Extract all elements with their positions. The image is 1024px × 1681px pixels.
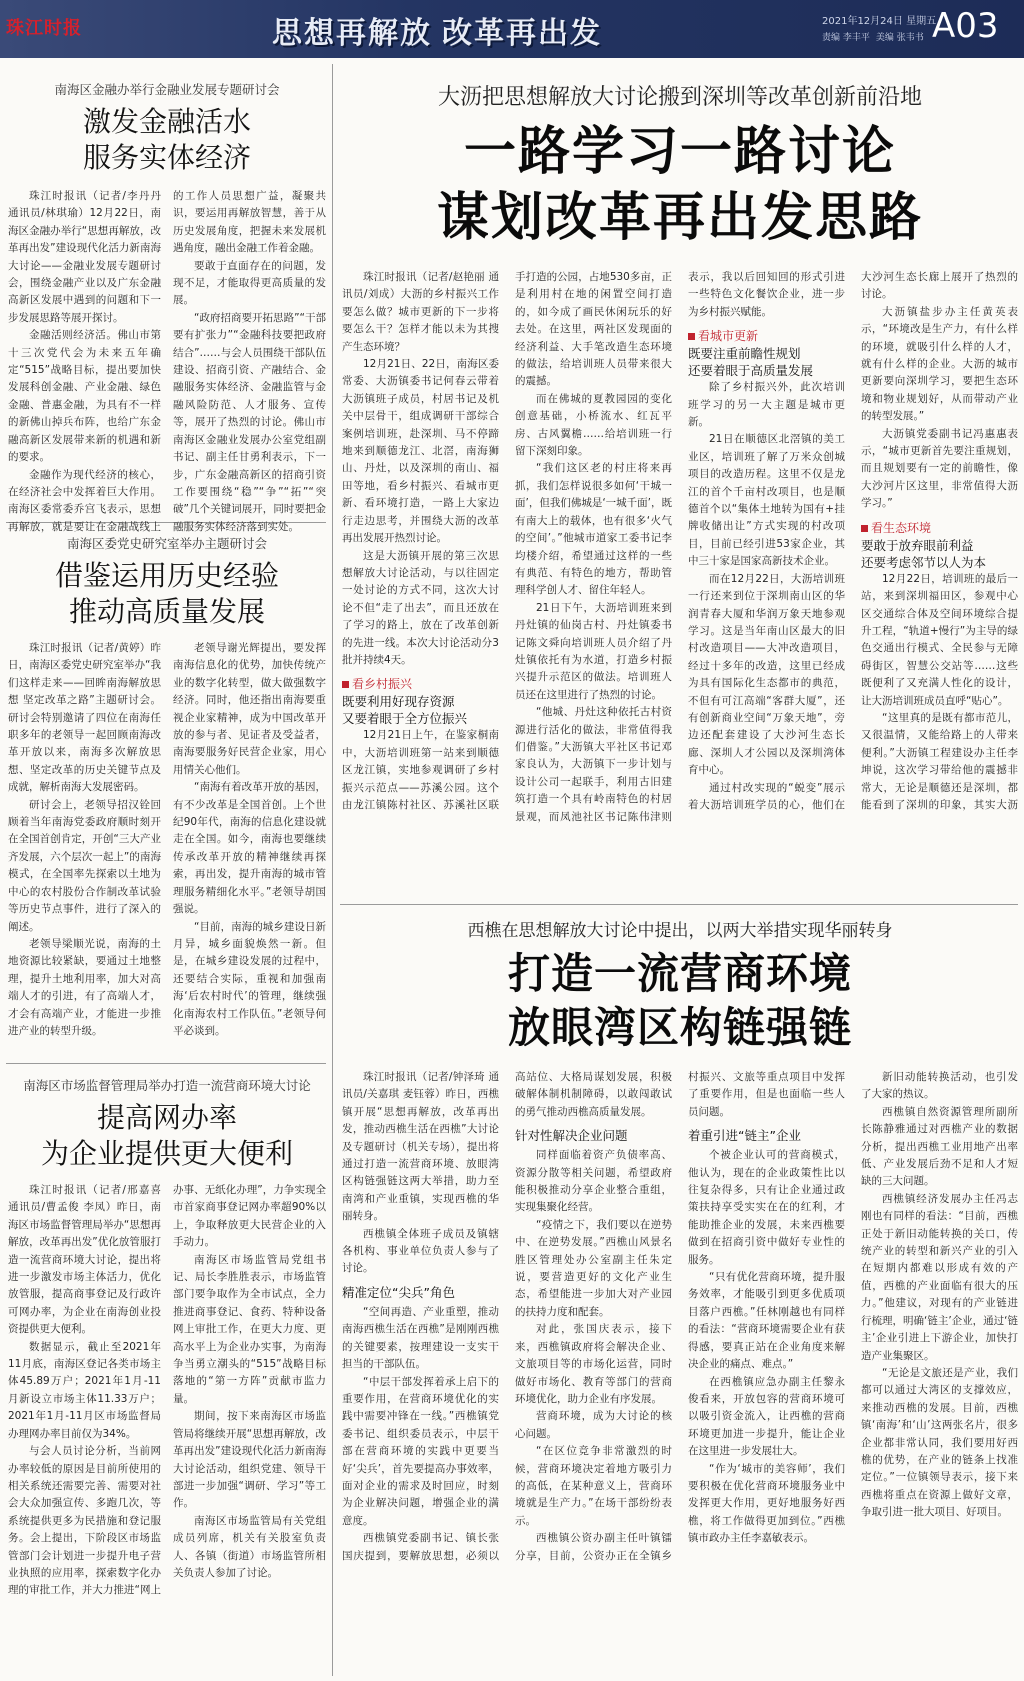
paragraph: 西樵镇经济发展办主任冯志刚也有同样的看法：“目前，西樵正处于新旧动能转换的关口，传统产业的转型和新兴产业的引入在短期内都难以形成有效的产值，西樵的产业面临有很大的压力。”他建议，对现有的产业链进行梳理，明确‘链主’企业，通过‘链主’企业引进上下游企业，加快打造产业集聚区。 (861, 1192, 1018, 1362)
article-kicker: 大沥把思想解放大讨论搬到深圳等改革创新前沿地 (437, 85, 922, 110)
paragraph: 金融活则经济活。佛山市第十三次党代会为未来五年确定“515”战略目标，提出要加快发展科创金融、产业金融、绿色金融、普惠金融，为具有不一样的新佛山掉兵布阵，也给广东金融高新区发展带来新的机遇和新的要求。 (8, 329, 161, 464)
article-headline-line2: 为企业提供更大便利 (40, 1137, 293, 1170)
paragraph: 南海区市场监管局党组书记、局长李胜胜表示，市场监管部门要争取作为全市试点，全力推进商事登记、食药、特种设备网上审批工作，在更大力度、更高水平上为企业办实事，为南海争当勇立潮头的“515”战略目标落地的“第一方阵”贡献市监力量。 (173, 1253, 326, 1405)
article-headline-line1: 激发金融活水 (82, 105, 251, 138)
newspaper-logo: 珠江时报 (6, 18, 82, 39)
article-kicker: 南海区市场监督管理局举办打造一流营商环境大讨论 (23, 1078, 311, 1093)
column-rule (332, 64, 333, 1676)
editor-credit: 责编 李丰平 (822, 33, 870, 43)
paragraph: 西樵镇党委副书记、镇长张国庆提到，要解放思想，必须以高站位、大格局谋划发展，积极破解体制机制障碍，以敢闯敢试的勇气推动西樵高质量发展。 (342, 1071, 672, 1562)
paragraph: “中层干部发挥着承上启下的重要作用，在营商环境优化的实践中需要冲锋在一线。”西樵镇党委书记、组织委员表示，中层干部在营商环境的实践中更要当好‘尖兵’，首先要提高办事效率，面对企业的需求及时回应，时刻为企业解决问题，增强企业的满意度。 (342, 1375, 499, 1527)
section-title: 又要着眼于全方位振兴 (342, 711, 468, 727)
paragraph: “只有优化营商环境，提升服务效率，才能吸引到更多优质项目落户西樵。”任林刚越也有同样的看法：“营商环境需要企业有获得感，要真正站在企业角度来解决企业的痛点、难点。” (688, 1271, 845, 1371)
paragraph: 珠江时报讯（记者/李丹丹 通讯员/林琪瑜）12月22日，南海区金融办举行“思想再解放，改革再出发”建设现代化活力新南海大讨论——金融业发展专题研讨会，围绕金融产业以及广东金融高新区发展中遇到的问题和下一步发展思路等展开探讨。 (8, 190, 161, 324)
article-body (342, 269, 1018, 827)
article-xiqiao (342, 916, 1018, 1681)
paragraph: 除了乡村振兴外，此次培训班学习的另一大主题是城市更新。 (688, 381, 845, 429)
paragraph: “南海有着改革开放的基因，有不少改革是全国首创。上个世纪90年代，南海的信息化建设就走在全国。如今，南海也要继续传承改革开放的精神继续再探索，再出发，提升南海的城市管理服务精细化水平。”老领导胡国强说。 (173, 781, 326, 916)
article-kicker: 西樵在思想解放大讨论中提出，以两大举措实现华丽转身 (467, 921, 893, 941)
article-finance (8, 80, 326, 538)
article-headline-line1: 提高网办率 (96, 1101, 237, 1134)
paragraph: 对此，张国庆表示，接下来，西樵镇政府将会解决企业、文旅项目等的市场化运营，同时做好市场化、教育等部门的营商环境优化，助力企业有序发展。 (515, 1323, 672, 1405)
paragraph: 珠江时报讯（记者/钟泽琦 通讯员/关嘉琪 麦钰蓉）昨日，西樵镇开展“思想再解放，改革再出发，推动西樵生活在西樵”大讨论及专题研讨（机关专场），提出将通过打造一流营商环境、放眼湾区构链强链这两大举措，助力至南湾和产业重镇，实现西樵的华丽转身。 (342, 1071, 499, 1223)
paragraph: 这是大沥镇开展的第三次思想解放大讨论活动，与以往固定一处讨论的方式不同，这次大讨论不但“走了出去”，而且还放在了学习的路上，放在了改革创新的先进一线。本次大讨论活动分3批并持续4天。 (342, 549, 499, 666)
section-title: 既要利用好现存资源 (342, 694, 455, 710)
article-headline-line1: 借鉴运用历史经验 (54, 559, 279, 592)
paragraph: 珠江时报讯（记者/黄婷）昨日，南海区委党史研究室举办“我们这样走来——回眸南海解放思想 坚定改革之路”主题研讨会。研讨会特别邀请了四位在南海任职多年的老领导一起回顾南海改革开放以来，南海多次解放思想、坚定改革的历史关键节点及成就，解析南海大发展密码。 (8, 642, 161, 794)
paragraph: “空间再造、产业重塑，推动南海西樵生活在西樵”是刚刚西樵的关键要素，按理建设一支实干担当的干部队伍。 (342, 1305, 499, 1371)
article-headline-line2: 放眼湾区构链强链 (507, 1003, 852, 1052)
section-rule (6, 1063, 326, 1064)
paragraph: “目前，南海的城乡建设日新月异，城乡面貌焕然一新。但是，在城乡建设发展的过程中，还要结合实际，重视和加强南海‘后农村时代’的管理，继续强化南海农村工作队伍。”老领导何平必谈到。 (173, 920, 326, 1037)
paragraph: 期间，按下来南海区市场监管局将继续开展“思想再解放，改革再出发”建设现代化活力新南海大讨论活动，组织党建、领导干部进一步加强“调研、学习”等工作。 (173, 1410, 326, 1510)
section-rule (340, 904, 1018, 905)
paragraph: “在区位竞争非常激烈的时候，营商环境决定着地方吸引力的高低，在某种意义上，营商环境就是生产力。”在场干部纷纷表示。 (515, 1445, 672, 1527)
paragraph: 数据显示，截止至2021年11月底，南海区登记各类市场主体45.89万户；2021年1月-11月新设立市场主体11.33万户；2021年1月-11月区市场监督局办理网办率目前仅为34%。 (8, 1340, 161, 1440)
section-tag: 看生态环境 (861, 519, 1018, 537)
paragraph: 老领导谢光辉提出，要发挥南海信息化的优势，加快传统产业的数字化转型，做大做强数字经济。同时，他还指出南海要重视企业家精神，成为中国改革开放的参与者、见证者及受益者，南海要服务好民营企业家，用心用情关心他们。 (173, 642, 326, 776)
paragraph: 与会人员讨论分析，当前网办率较低的原因是目前所使用的相关系统还需要完善、需要对社会大众加强宣传、多跑几次，等系统提供更多为民措施和登记服务。会上提出，下阶段区市场监管部门会计划进一步提升电子营业执照的应用率，探索数字化办理的审批工作，并大力推进“网上办事、无纸化办理”，力争实现全市首家商事登记网办率超90%以上，争取释放更大民营企业的入手动力。 (8, 1184, 326, 1597)
article-kicker: 南海区委党史研究室举办主题研讨会 (66, 536, 267, 551)
paragraph: 大沥镇党委副书记冯惠惠表示，“城市更新首先要注重规划，而且规划要有一定的前瞻性，像大沙河片区这里，非常值得大沥学习。” (861, 427, 1018, 510)
section-tag: 看乡村振兴 (342, 675, 499, 693)
section-title: 着重引进“链主”企业 (688, 1128, 801, 1144)
paragraph: 营商环境，成为大讨论的核心问题。 (515, 1410, 672, 1440)
editor-credits (822, 30, 930, 43)
article-market-regulation (8, 1076, 326, 1656)
section-title: 还要着眼于高质量发展 (688, 363, 814, 379)
paragraph: 12月22日，培训班的最后一站，来到深圳福田区，参观中心区交通综合体及空间环境综合提升工程，“轨道+慢行”为主导的绿色交通出行模式、全民参与无障碍街区，智慧公交站等……这些既便利了又充满人性化的设计，让大沥培训班成员直呼“贴心”。 (861, 572, 1018, 707)
paragraph: 南海区市场监管局有关党组成员列席，机关有关股室负责人、各镇（街道）市场监管所相关负责人参加了讨论。 (173, 1514, 326, 1579)
paragraph: “这里真的是既有都市范儿，又很温情，又能给路上的人带来便利。”大沥镇工程建设办主任李坤说，这次学习带给他的震撼非常大，无论是顺德还是深圳，都能看到了深圳的印象，其实大沥 (861, 711, 1018, 811)
article-party-history (8, 534, 326, 1062)
section-title: 既要注重前瞻性规划 (688, 346, 801, 362)
paragraph: “作为‘城市的美容师’，我们要积极在优化营商环境服务业中发挥更大作用，更好地服务好西樵，将工作做得更加到位。”西樵镇市政办主任李嘉敏表示。 (688, 1462, 845, 1545)
paragraph: 珠江时报讯（记者/邢嘉喜 通讯员/曹孟俊 李凤）昨日，南海区市场监督管理局举办“思想再解放，改革再出发”优化放管服打造一流营商环境大讨论，提出将进一步激发市场主体活力，优化放管服，提高商事登记及行政许可网办率，为企业在南海创业投资提供更大便利。 (8, 1184, 161, 1336)
paragraph: “无论是文旅还是产业，我们都可以通过大湾区的支撑效应，来推动西樵的发展。目前，西樵镇‘南海’和‘山’这两张名片，很多企业都非常认同，我们要用好西樵的优势，在产业的链条上找准定位。”一位镇领导表示，接下来西樵将重点在资源上做好文章，争取引进一批大项目、好项目。 (861, 1366, 1018, 1519)
page-slogan (272, 8, 612, 52)
article-headline-line1: 打造一流营商环境 (507, 949, 852, 998)
paragraph: 金融作为现代经济的核心，在经济社会中发挥着巨大作用。南海区委常委乔宫飞表示，思想再解放，就是要让在金融战线上的工作人员思想广益，凝聚共识，要运用再解放智慧，善于从历史发展角度，把握未来发展机遇角度，融出金融工作着金融。 (8, 190, 326, 533)
paragraph: 珠江时报讯（记者/赵艳丽 通讯员/刘成）大沥的乡村振兴工作要怎么做？城市更新的下一步将要怎么干？怎样才能以未为其搜产生态环境？ (342, 271, 499, 353)
paragraph: 而在佛城的夏教园园的变化创意基础，小桥流水、红瓦平房、古风翼檐……给培训班一行留下深刻印象。 (515, 392, 672, 458)
masthead-banner (0, 0, 1024, 58)
paragraph: 个被企业认可的营商模式，他认为，现在的企业政策性比以往复杂得多，只有让企业通过政策扶持享受实实在在的红利，才能助推企业的发展，未来西樵要做到在招商引资中做好专业性的服务。 (688, 1149, 845, 1266)
paragraph: 在西樵镇应急办副主任黎永俊看来，开放包容的营商环境可以吸引资金流入，让西樵的营商环境更加进一步提升，能让企业在这里进一步发展壮大。 (688, 1375, 845, 1458)
slogan-part-2: 改革再出发 (442, 16, 602, 51)
paragraph: 西樵镇全体班子成员及镇辖各机构、事业单位负责人参与了讨论。 (342, 1227, 499, 1275)
paragraph: 12月21日上午，在鉴家桐南中，大沥培训班第一站来到顺德区龙江镇，实地参观调研了乡村振兴示范点——苏溪公园。这个由龙江镇陈村社区、苏溪社区联手打造的公园，占地530多亩，正是利用村在地的闲置空间打造的，如今成了画民休闲玩乐的好去处。在这里，两社区发现面的经济利益、大手笔改造生态环境的做法，给培训班人员带来很大的震撼。 (342, 271, 672, 811)
paragraph: 西樵镇公资办副主任叶镇镭分享，目前，公资办正在全镇乡村振兴、文旅等重点项目中发挥了重要作用，但是也面临一些人员问题。 (515, 1071, 845, 1562)
section-tag: 看城市更新 (688, 327, 845, 345)
article-kicker: 南海区金融办举行金融业发展专题研讨会 (54, 82, 280, 97)
paragraph: 而在12月22日，大沥培训班一行还来到位于深圳南山区的华润青春大厦和华润万象天地参观学习。这是当年南山区最大的旧村改造项目——大冲改造项目，经过十多年的改造，这里已经成为具有国际化生态都市的典范，不但有可江高端“客群大厦”，还有创新商业空间“万象天地”，旁边还配套建设了大沙河生态长廊、深圳人才公园以及深圳湾体育中心。 (688, 572, 845, 777)
article-body (8, 188, 326, 538)
article-headline-line2: 谋划改革再出发思路 (436, 188, 923, 248)
paragraph: “他城、丹灶这种依托古村资源进行活化的做法，非常值得我们借鉴。”大沥镇大平社区书记邓家良认为，大沥镇下一步计划与设计公司一起联手，利用古旧建筑打造一个具有岭南特色的村居景观，而凤池社区书记陈伟津则表示，我以后回知回的形式引进一些特色文化餐饮企业，进一步为乡村振兴赋能。 (515, 271, 845, 823)
article-body (8, 1182, 326, 1656)
paragraph: 西樵镇自然资源管理所副所长陈静雅通过对西樵产业的数据分析，提出西樵工业用地产出率低、产业发展后劲不足和人才短缺的三大问题。 (861, 1105, 1018, 1188)
paragraph: “政府招商要开拓思路”“干部要有扩张力”“金融科技要把政府结合”……与会人员围绕干部队伍建设、招商引资、产融结合、金融服务实体经济、金融监管与金融风险防范、人才服务、宣传等，展开了热烈的讨论。佛山市南海区金融业发展办公室党组副书记、副主任甘勇利表示，下一步，广东金融高新区的招商引资工作要围绕“稳”“争”“拓”“突破”几个关键词展开，同时要把金融服务实体经济落到实处。 (173, 311, 326, 533)
paragraph: 同样面临着资产负债率高、资源分散等相关问题，希望政府能积极推动分享企业整合重组，实现集聚化经营。 (515, 1149, 672, 1214)
page-number: A03 (932, 6, 999, 46)
article-body (8, 640, 326, 1062)
article-body (342, 1069, 1018, 1681)
section-title: 还要考虑邻节以人为本 (861, 554, 987, 570)
article-headline-line1: 一路学习一路讨论 (463, 122, 896, 182)
article-headline-line2: 推动高质量发展 (68, 595, 265, 628)
paragraph: 大沥镇盐步办主任黄英表示，“环境改是生产力，有什么样的环境，就吸引什么样的人才，就有什么样的企业。大沥的城市更新要向深圳学习，要把生态环境和物业规划好，从而带动产业的转型发展。” (861, 305, 1018, 423)
paragraph: 老领导梁顺光说，南海的土地资源比较紧缺，要通过土地整理，提升土地利用率，加大对高端人才的引进，有了高端人才，才会有高端产业，才能进一步推进产业的转型升级。 (8, 937, 161, 1037)
paragraph: 21日下午，大沥培训班来到丹灶镇的仙岗古村、丹灶镇委书记陈文舜向培训班人员介绍了丹灶镇依托有为水道，打造乡村振兴提升示范区的做法。培训班人员还在这里进行了热烈的讨论。 (515, 601, 672, 701)
paragraph: 研讨会上，老领导招汉铨回顾着当年南海党委政府顺时刻开在全国首创肯定，开创“三大产业齐发展，六个层次一起上”的南海模式，在全国率先探索以土地为中心的农村股份合作制改革试验等历史节点事件，进行了深入的阐述。 (8, 798, 161, 933)
issue-date: 2021年12月24日 星期五 (822, 16, 937, 27)
paragraph: 新旧动能转换活动，也引发了大家的热议。 (861, 1071, 1018, 1101)
paragraph: 通过村改实现的“蜕变”展示着大沥培训班学员的心，他们在大沙河生态长廊上展开了热烈的讨论。 (688, 271, 1018, 811)
section-title: 精准定位“尖兵”角色 (342, 1284, 455, 1300)
designer-credit: 美编 张韦书 (875, 33, 924, 43)
paragraph: 12月21日、22日，南海区委常委、大沥镇委书记何春云带着大沥镇班子成员，村居书记及机关中层骨干，组成调研干部综合案例培训班，赴深圳、马不停蹄地来到顺德龙江、北滘，南海狮山、丹灶，以及深圳的南山、福田等地，看乡村振兴、看城市更新、看环境打造，一路上大家边行走边思考，并围绕大沥的改革再出发展开热烈讨论。 (342, 358, 499, 545)
article-headline-line2: 服务实体经济 (82, 141, 251, 174)
paragraph: 21日在顺德区北滘镇的美工业区，培训班了解了万米众创城项目的改造历程。这里不仅是龙江的首个千亩村改项目，也是顺德首个以“集体土地转为国有+挂牌收储出让”方式实现的村改项目，目前已经引进53家企业，其中三十家是国家高新技术企业。 (688, 433, 845, 568)
paragraph: “我们这区老的村庄将来再抓，我们怎样说很多如何‘干城一面’，但我们佛城是‘一城千面’，既有南大上的载体，也有很多‘火气的空间’。”他城市道家工委书记李均楼介绍，希望通过这样的一些有典范、有特色的地方，帮助管理科学创人才、留住年轻人。 (515, 462, 673, 597)
section-title: 针对性解决企业问题 (515, 1128, 628, 1144)
article-dali (342, 80, 1018, 827)
slogan-part-1: 思想再解放 (272, 16, 432, 51)
section-title: 要敢于放弃眼前利益 (861, 537, 974, 553)
paragraph: 要敢于直面存在的问题，发现不足，才能取得更高质量的发展。 (173, 259, 326, 307)
paragraph: “疫情之下，我们要以在逆势中、在逆势发展。”西樵山风景名胜区管理处办公室副主任朱定说，要营造更好的文化产业生态，希望能进一步加大对产业园的扶持力度和配套。 (515, 1218, 672, 1318)
